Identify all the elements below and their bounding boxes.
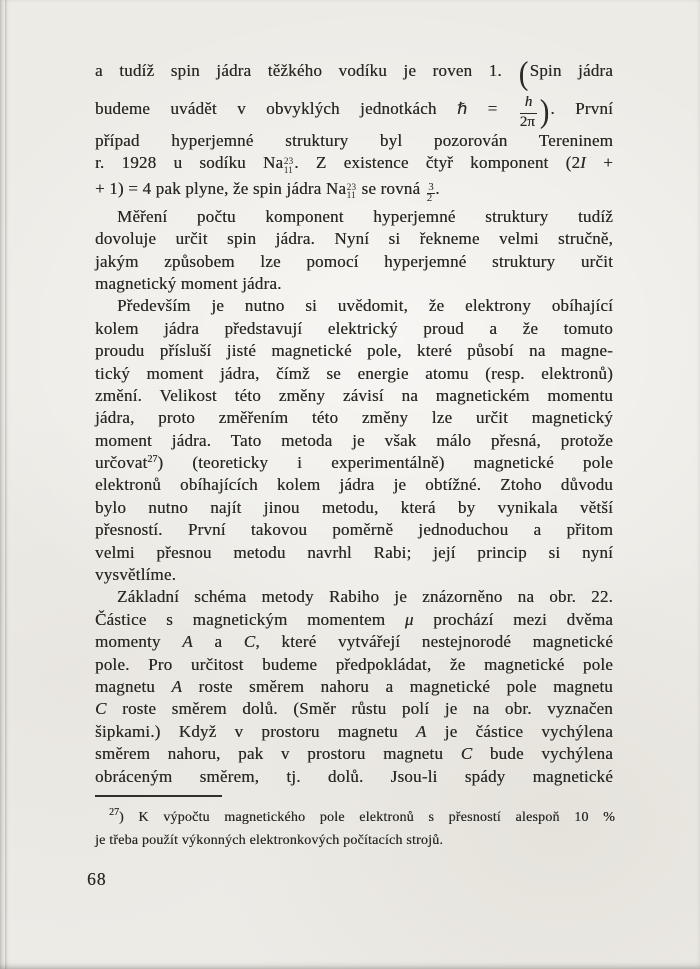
page-number: 68 [87, 869, 107, 889]
text-line: šipkami.) Když v prostoru magnetu A je částice vychýlena [95, 721, 613, 741]
text-line: budeme uvádět v obvyklých jednotkách ℏ = $\frac{h}{2\pi}$ ). První [95, 94, 613, 130]
text-line: $^{27}$) K výpočtu magnetického pole elektronů s přesností alespoň 10 % [109, 807, 615, 825]
text-line: momenty A a C, které vytvářejí nestejnorodé magnetické [95, 632, 613, 652]
text-line: Částice s magnetickým momentem μ prochází mezi dvěma [95, 609, 613, 629]
text-line: jádra, proto změřením této změny lze určit magnetický [95, 408, 613, 428]
body-text [95, 53, 613, 788]
text-line: + 1) = 4 pak plyne, že spin jádra Na 23 11 se rovná $\frac{3}{2}$ . [95, 178, 440, 204]
text-line: kolem jádra představují elektrický proud a že tomuto [95, 318, 613, 338]
footnote [95, 807, 615, 852]
text-line: r. 1928 u sodíku Na 23 11 . Z existence čtyř komponent (2I + [95, 153, 613, 176]
text-line: Základní schéma metody Rabiho je znázorněno na obr. 22. [117, 587, 613, 607]
text-line: elektronů obíhajících kolem jádra je obtížné. Ztoho důvodu [95, 475, 613, 495]
text-line: proudu přísluší jisté magnetické pole, které působí na magne- [95, 341, 613, 361]
text-line: obráceným směrem, tj. dolů. Jsou-li spády magnetické [95, 766, 613, 786]
footnote-rule [95, 795, 222, 797]
text-line: přesností. První takovou poměrně jednoduchou a přitom [95, 520, 613, 540]
text-line: velmi přesnou metodu navrhl Rabi; její princip si nyní [95, 542, 613, 562]
text-line: pole. Pro určitost budeme předpokládat, že magnetické pole [95, 654, 613, 674]
text-line: vysvětlíme. [95, 565, 177, 585]
text-line: jakým způsobem lze pomocí hyperjemné struktury určit [95, 251, 613, 271]
text-line: magnetu A roste směrem nahoru a magnetické pole magnetu [95, 676, 614, 696]
text-line: tický moment jádra, čímž se energie atomu (resp. elektronů) [95, 363, 613, 383]
text-line: bylo nutno najít jinou metodu, která by vynikala větší [95, 497, 613, 517]
text-line: Především je nutno si uvědomit, že elektrony obíhající [117, 296, 613, 316]
text-line: určovat$^{27}$) (teoreticky i experimentálně) magnetické pole [95, 453, 613, 473]
text-line: změní. Velikost této změny závisí na magnetickém momentu [95, 385, 613, 405]
text-line: moment jádra. Tato metoda je však málo přesná, protože [95, 430, 613, 450]
text-line: Měření počtu komponent hyperjemné struktury tudíž [117, 206, 613, 226]
text-line: magnetický moment jádra. [95, 273, 282, 293]
text-line: C roste směrem dolů. (Směr růstu polí je na obr. vyznačen [95, 699, 613, 719]
text-line: dovoluje určit spin jádra. Nyní si řekneme velmi stručně, [95, 229, 613, 249]
text-line: je třeba použít výkonných elektronkových počítacích strojů. [95, 832, 444, 848]
text-line: a tudíž spin jádra těžkého vodíku je roven 1. (Spin jádra [95, 56, 614, 92]
text-line: směrem nahoru, pak v prostoru magnetu C bude vychýlena [95, 744, 613, 764]
text-line: případ hyperjemné struktury byl pozorován Tereninem [95, 131, 613, 150]
page-gutter-crease [5, 0, 9, 969]
